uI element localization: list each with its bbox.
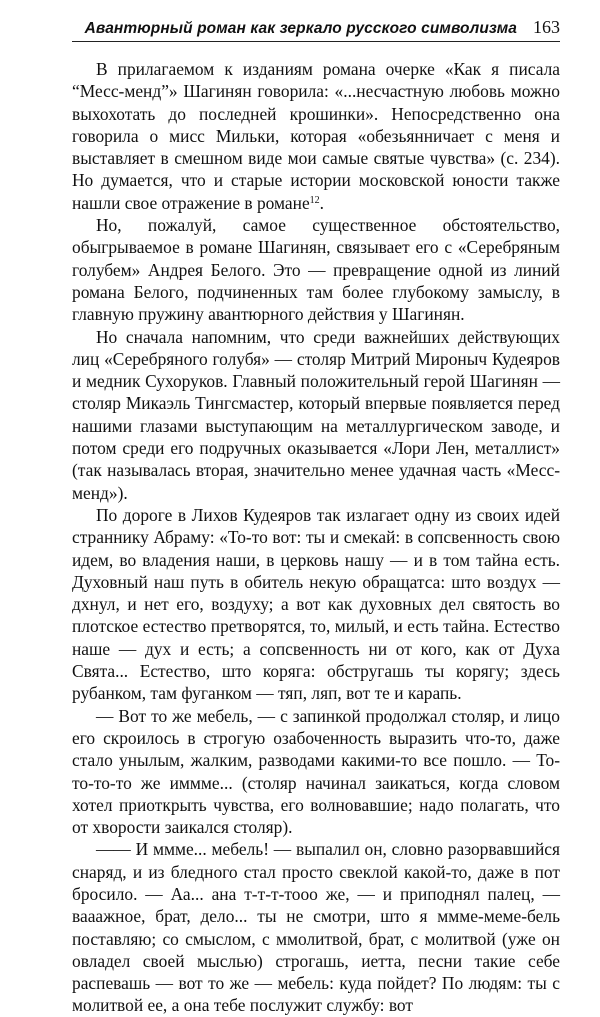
paragraph-3: Но сначала напомним, что среди важнейших действующих лиц «Серебряного голубя» — столяр Митрий Мироныч Кудеяров и медник Сухоруков. Главный положительный герой Шагинян — столяр Микаэль Тингсмастер, который впервые появляется перед нашими глазами выступающим на металлургическом заводе, и потом среди его подручных оказывается «Лори Лен, металлист» (так называлась вторая, значительно менее удачная часть «Месс-менд»). (72, 326, 560, 503)
paragraph-1 (72, 58, 560, 214)
paragraph-4: По дороге в Лихов Кудеяров так излагает одну из своих идей страннику Абраму: «То-то вот: ты и смекай: в сопсвенность свою идем, во владения наши, в церковь нашу — и в том тайна есть. Духовный наш путь в обитель некую обращатса: што воздух — дхнул, и нет его, воздуху; а вот как духовных дел святость во плотское естество претворятся, то, милый, и есть тайна. Естество наше — дух и есть; а сопсвенность ни от кого, как от Духа Свята... Естество, што коряга: обстругашь ты корягу; здесь рубанком, там фуганком — тяп, ляп, вот те и карапь. (72, 504, 560, 704)
paragraph-2: Но, пожалуй, самое существенное обстоятельство, обыгрываемое в романе Шагинян, связывает его с «Серебряным голубем» Андрея Белого. Это — превращение одной из линий романа Белого, подчиненных там более глубокому замыслу, в главную пружину авантюрного действия у Шагинян. (72, 215, 560, 325)
running-title: Авантюрный роман как зеркало русского символизма (84, 20, 517, 37)
running-header (72, 14, 560, 42)
footnote-marker: 12 (309, 194, 320, 206)
page-number: 163 (533, 17, 560, 37)
paragraph-1-text: В прилагаемом к изданиям романа очерке «Как я писала “Месс-менд”» Шагинян говорила: «...несчастную любовь можно выхохотать до последней крошинки». Непосредственно она говорила о мисс Мильки, которая «обезьянничает с меня и выставляет в смешном виде мои самые святые чувства» (с. 234). Но думается, что и старые истории московской юности также нашли свое отражение в романе (72, 59, 560, 213)
body-text (72, 58, 560, 1017)
paragraph-6: —— И ммме... мебель! — выпалил он, словно разорвавшийся снаряд, и из бледного стал просто свеклой какой-то, даже в пот бросило. — Аа... ана т-т-т-тооо же, — и приподнял палец, — вааажное, брат, дело... ты не смотри, што я ммме-меме-бель поставляю; со смыслом, с ммолитвой, брат, с молитвой (уже он овладел своей мыслью) строгашь, иетта, песни такие себе распевашь — вот то же — мебель: куда пойдет? По людям: ты с молитвой ее, а она тебе послужит службу: вот (72, 839, 560, 1016)
paragraph-5: — Вот то же мебель, — с запинкой продолжал столяр, и лицо его скроилось в строгую озабоченность выразить что-то, даже стало унылым, жалким, разводами какими-то все пошло. — То-то-то-то же иммме... (столяр начинал заикаться, когда словом хотел приоткрыть чувства, его волновавшие; надо полагать, что от хворости заикался столяр). (72, 705, 560, 838)
paragraph-1-tail: . (319, 192, 325, 213)
